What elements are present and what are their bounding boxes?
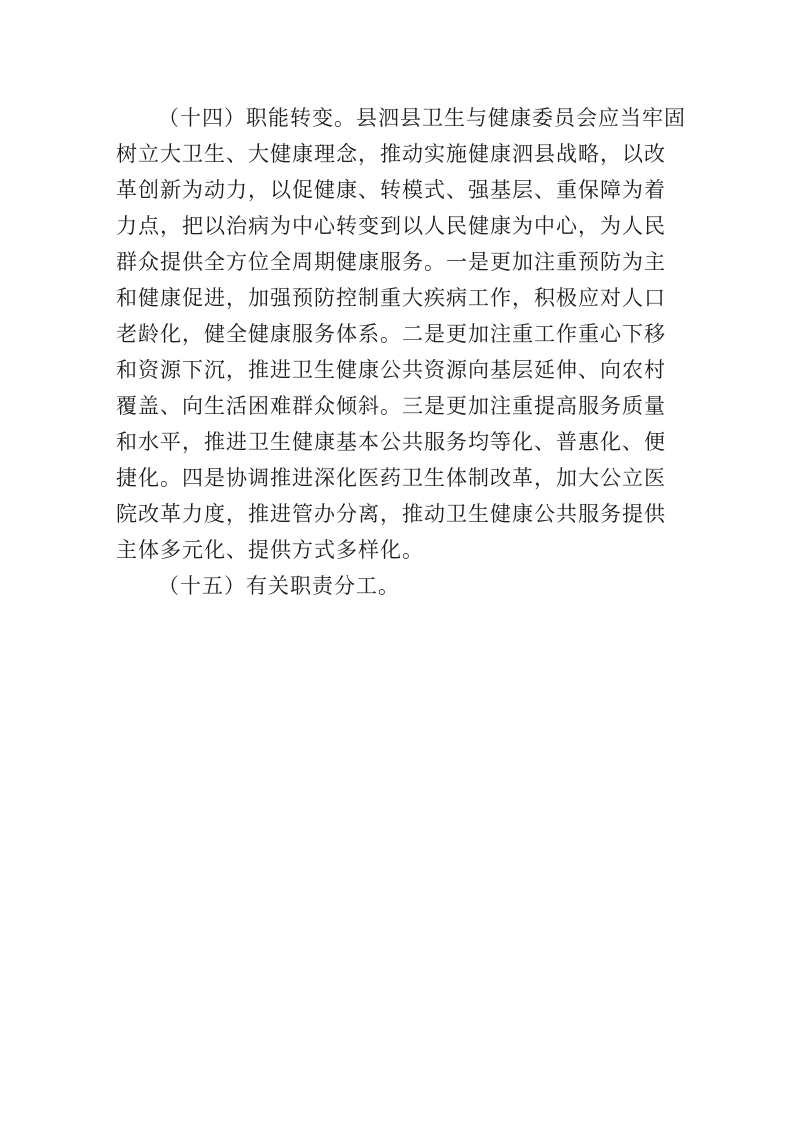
paragraph-line: 力点，把以治病为中心转变到以人民健康为中心，为人民 [116, 214, 666, 238]
paragraph-line: 和健康促进，加强预防控制重大疾病工作，积极应对人口 [116, 286, 666, 310]
document-body [116, 100, 686, 604]
paragraph-line: 和资源下沉，推进卫生健康公共资源向基层延伸、向农村 [116, 358, 666, 382]
paragraph-line: 树立大卫生、大健康理念，推动实施健康泗县战略，以改 [116, 142, 666, 166]
paragraph-line: 和水平，推进卫生健康基本公共服务均等化、普惠化、便 [116, 430, 666, 454]
paragraph-responsibility-division [116, 568, 678, 604]
paragraph-line: 覆盖、向生活困难群众倾斜。三是更加注重提高服务质量 [116, 394, 666, 418]
paragraph-line: 捷化。四是协调推进深化医药卫生体制改革，加大公立医 [116, 466, 666, 490]
paragraph-line: 群众提供全方位全周期健康服务。一是更加注重预防为主 [116, 250, 666, 274]
paragraph-line: 革创新为动力，以促健康、转模式、强基层、重保障为着 [116, 178, 666, 202]
paragraph-line: 主体多元化、提供方式多样化。 [116, 538, 424, 562]
paragraph-line: （十四）职能转变。县泗县卫生与健康委员会应当牢固 [158, 106, 686, 130]
paragraph-line: 院改革力度，推进管办分离，推动卫生健康公共服务提供 [116, 502, 666, 526]
paragraph-functional-transformation [116, 100, 686, 568]
paragraph-line: 老龄化，健全健康服务体系。二是更加注重工作重心下移 [116, 322, 666, 346]
paragraph-line: （十五）有关职责分工。 [158, 574, 400, 598]
